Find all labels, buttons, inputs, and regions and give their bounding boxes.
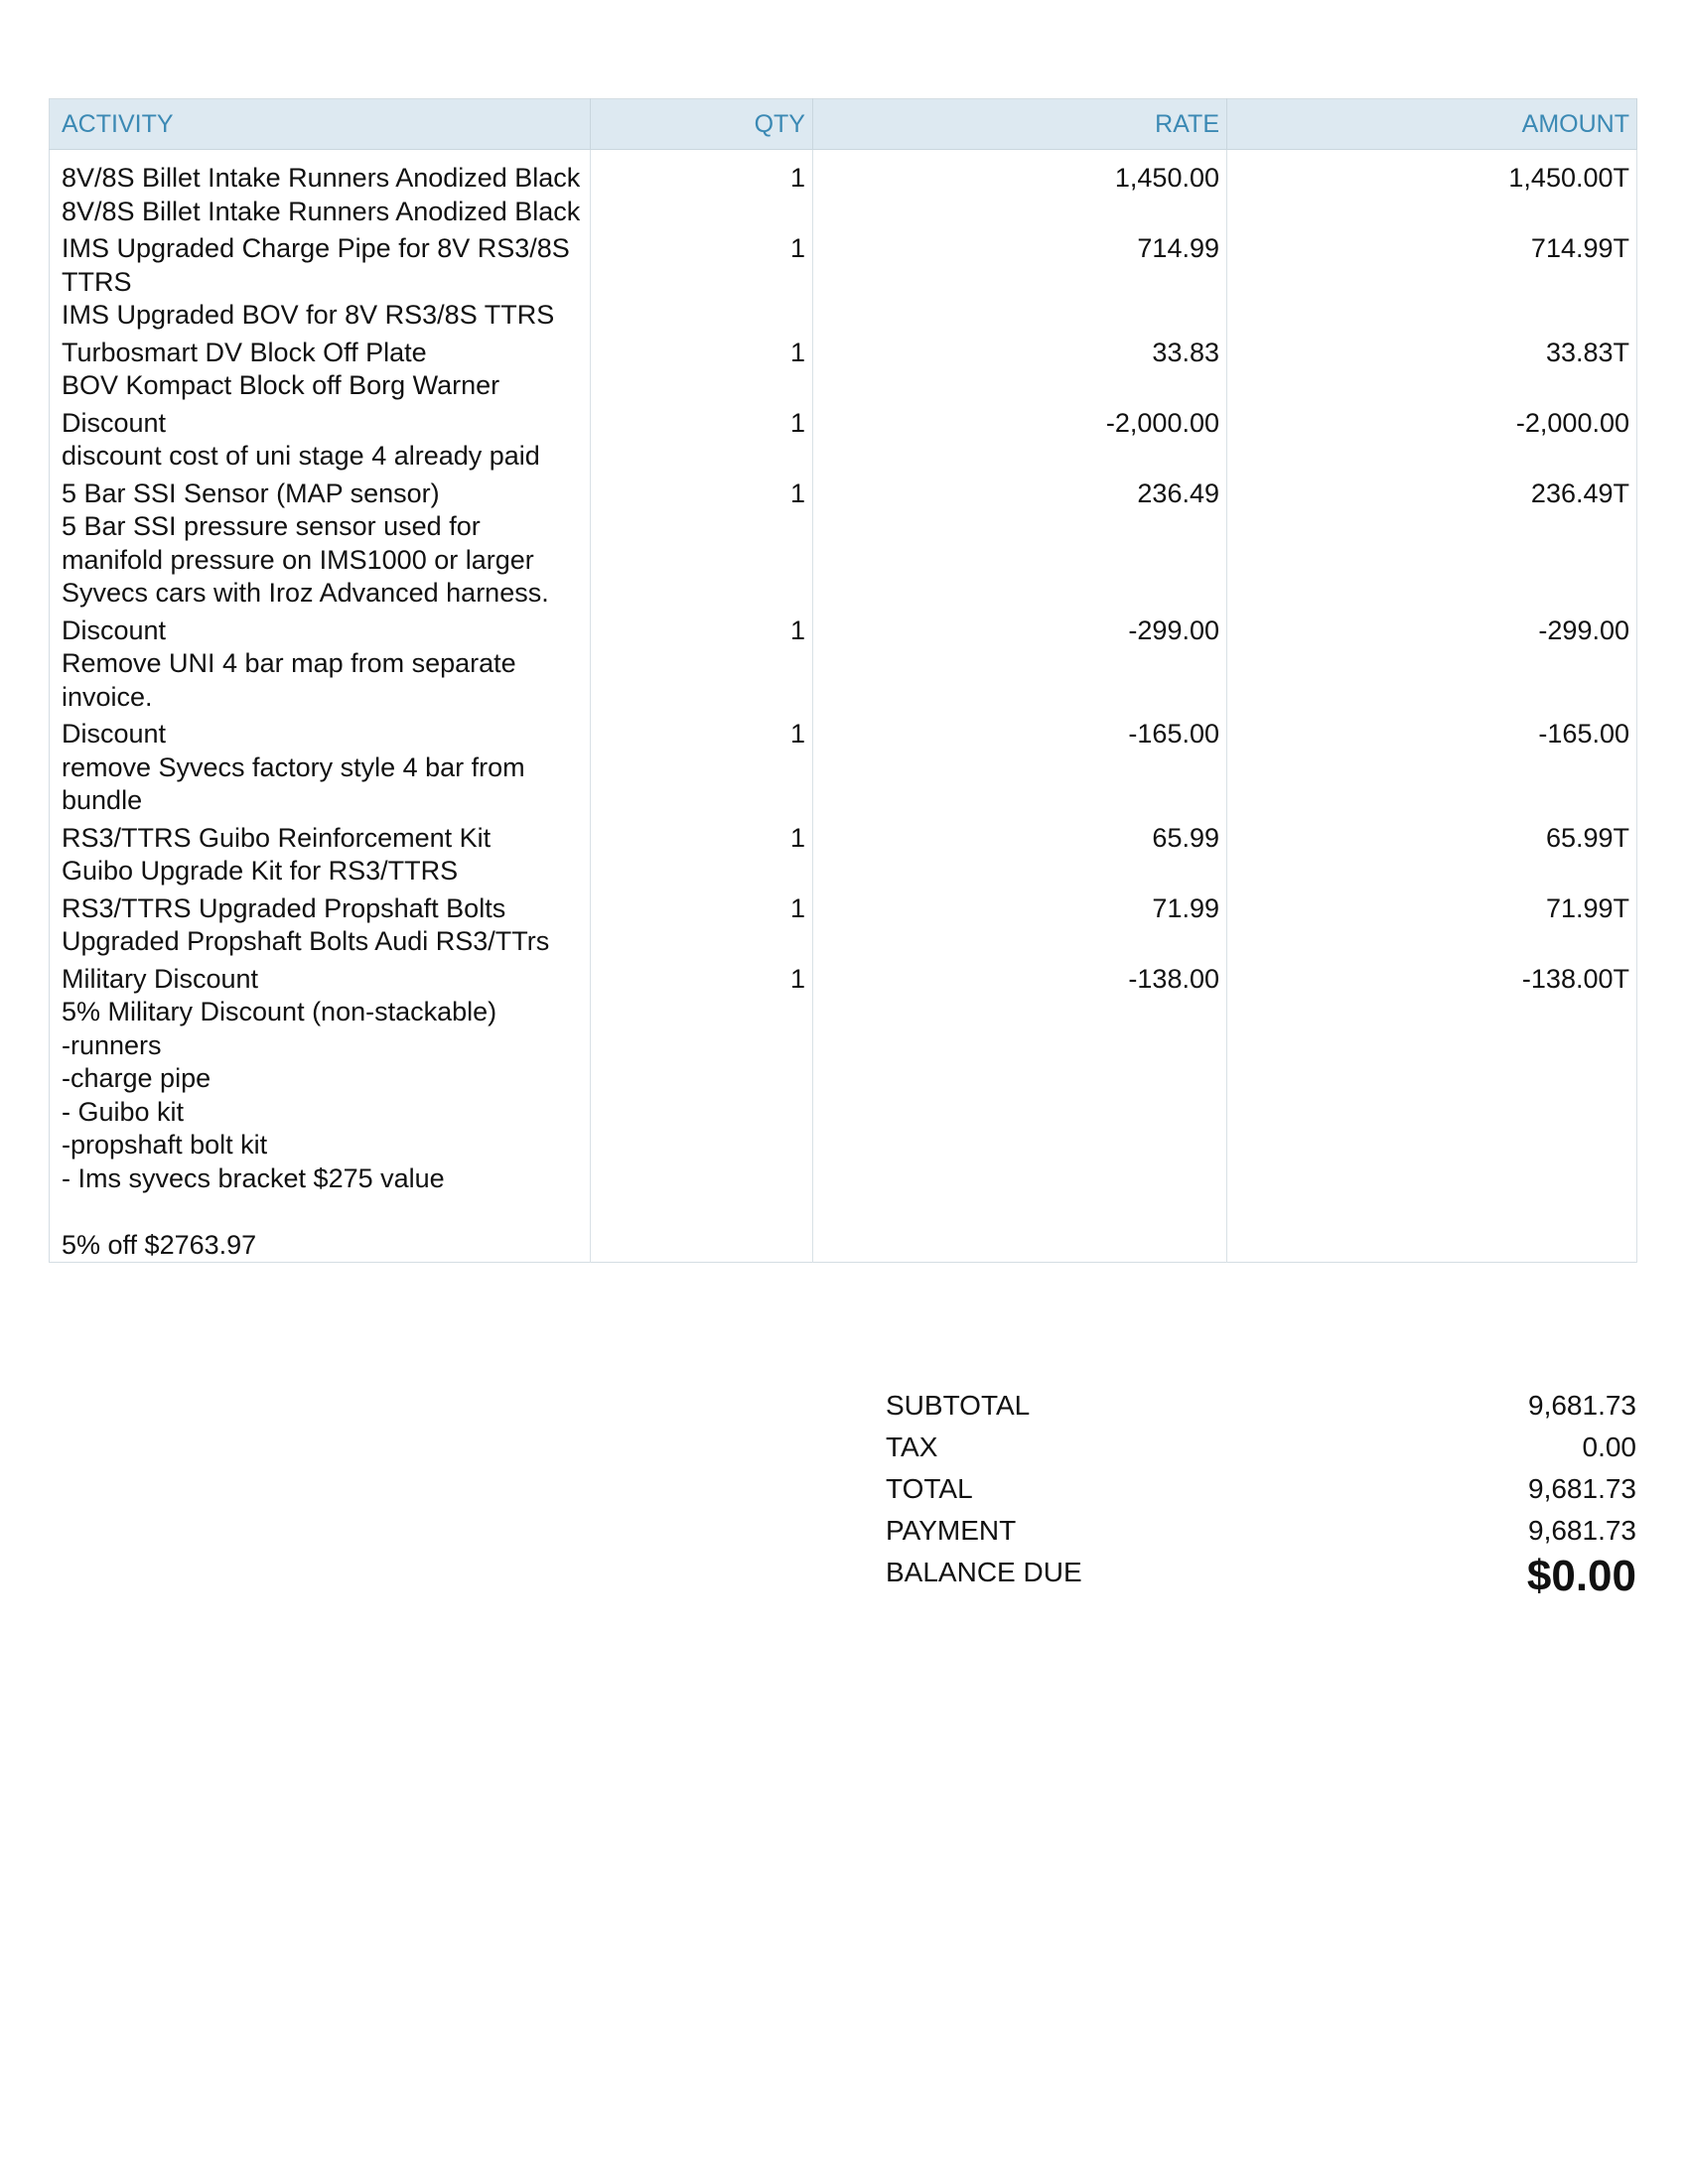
qty-cell: 1 — [591, 150, 813, 233]
rate-cell: 236.49 — [813, 478, 1227, 614]
item-description: 5% Military Discount (non-stackable) -runners -charge pipe - Guibo kit -propshaft bolt kit - Ims syvecs bracket $275 value 5% off $2763.97 — [62, 997, 497, 1260]
subtotal-value: 9,681.73 — [1528, 1390, 1636, 1421]
rate-column-header: RATE — [813, 99, 1227, 150]
balance-due-label: BALANCE DUE — [886, 1557, 1082, 1587]
amount-column-header: AMOUNT — [1227, 99, 1637, 150]
item-description: 5 Bar SSI pressure sensor used for manifold pressure on IMS1000 or larger Syvecs cars with Iroz Advanced harness. — [62, 511, 549, 608]
payment-value: 9,681.73 — [1528, 1515, 1636, 1546]
item-description: BOV Kompact Block off Borg Warner — [62, 370, 500, 400]
item-name: Discount — [62, 614, 167, 645]
item-description: Remove UNI 4 bar map from separate invoice. — [62, 648, 516, 712]
qty-cell: 1 — [591, 718, 813, 822]
item-description: remove Syvecs factory style 4 bar from bundle — [62, 751, 525, 815]
amount-cell: 236.49T — [1227, 478, 1637, 614]
subtotal-label: SUBTOTAL — [886, 1390, 1031, 1421]
amount-cell: -165.00 — [1227, 718, 1637, 822]
table-row — [50, 718, 1637, 822]
subtotal-row — [886, 1385, 1636, 1427]
qty-cell: 1 — [591, 232, 813, 337]
qty-cell: 1 — [591, 478, 813, 614]
activity-cell — [50, 614, 591, 719]
item-name: RS3/TTRS Upgraded Propshaft Bolts — [62, 892, 506, 923]
item-description: 8V/8S Billet Intake Runners Anodized Black — [62, 196, 581, 226]
balance-due-row — [886, 1552, 1636, 1611]
qty-cell: 1 — [591, 337, 813, 407]
item-name: RS3/TTRS Guibo Reinforcement Kit — [62, 822, 492, 853]
qty-cell: 1 — [591, 963, 813, 1263]
qty-cell: 1 — [591, 822, 813, 892]
activity-cell — [50, 150, 591, 233]
item-name: Military Discount — [62, 963, 259, 994]
qty-cell: 1 — [591, 892, 813, 963]
table-header-row — [50, 99, 1637, 150]
qty-column-header: QTY — [591, 99, 813, 150]
item-name: Discount — [62, 719, 167, 749]
table-row — [50, 337, 1637, 407]
activity-cell — [50, 478, 591, 614]
table-row — [50, 407, 1637, 478]
table-row — [50, 963, 1637, 1263]
payment-label: PAYMENT — [886, 1515, 1017, 1546]
item-name: 8V/8S Billet Intake Runners Anodized Black — [62, 163, 581, 193]
rate-cell: 1,450.00 — [813, 150, 1227, 233]
item-description: Upgraded Propshaft Bolts Audi RS3/TTrs — [62, 926, 550, 956]
amount-cell: 71.99T — [1227, 892, 1637, 963]
rate-cell: 71.99 — [813, 892, 1227, 963]
item-name: Turbosmart DV Block Off Plate — [62, 337, 427, 367]
rate-cell: -138.00 — [813, 963, 1227, 1263]
activity-cell — [50, 337, 591, 407]
tax-row — [886, 1427, 1636, 1468]
item-name: IMS Upgraded Charge Pipe for 8V RS3/8S TTRS — [62, 233, 570, 297]
amount-cell: -138.00T — [1227, 963, 1637, 1263]
amount-cell: -299.00 — [1227, 614, 1637, 719]
activity-cell — [50, 963, 591, 1263]
table-row — [50, 150, 1637, 233]
amount-cell: 1,450.00T — [1227, 150, 1637, 233]
item-description: discount cost of uni stage 4 already paid — [62, 441, 540, 471]
activity-cell — [50, 822, 591, 892]
rate-cell: 33.83 — [813, 337, 1227, 407]
item-description: Guibo Upgrade Kit for RS3/TTRS — [62, 856, 459, 886]
rate-cell: -299.00 — [813, 614, 1227, 719]
table-row — [50, 614, 1637, 719]
total-value: 9,681.73 — [1528, 1473, 1636, 1504]
tax-label: TAX — [886, 1432, 938, 1462]
balance-due-value: $0.00 — [1526, 1552, 1636, 1600]
table-row — [50, 892, 1637, 963]
table-header — [50, 99, 1637, 150]
total-label: TOTAL — [886, 1473, 973, 1504]
rate-cell: 65.99 — [813, 822, 1227, 892]
item-description: IMS Upgraded BOV for 8V RS3/8S TTRS — [62, 300, 555, 330]
item-name: Discount — [62, 407, 167, 438]
rate-cell: -2,000.00 — [813, 407, 1227, 478]
activity-cell — [50, 232, 591, 337]
qty-cell: 1 — [591, 614, 813, 719]
payment-row — [886, 1510, 1636, 1552]
amount-cell: 714.99T — [1227, 232, 1637, 337]
table-row — [50, 232, 1637, 337]
activity-cell — [50, 407, 591, 478]
table-body — [50, 150, 1637, 1263]
activity-column-header: ACTIVITY — [50, 99, 591, 150]
table-row — [50, 822, 1637, 892]
tax-value: 0.00 — [1582, 1432, 1636, 1462]
amount-cell: 65.99T — [1227, 822, 1637, 892]
total-row — [886, 1468, 1636, 1510]
amount-cell: 33.83T — [1227, 337, 1637, 407]
activity-cell — [50, 892, 591, 963]
rate-cell: 714.99 — [813, 232, 1227, 337]
invoice-line-items-table — [49, 98, 1637, 1263]
amount-cell: -2,000.00 — [1227, 407, 1637, 478]
rate-cell: -165.00 — [813, 718, 1227, 822]
qty-cell: 1 — [591, 407, 813, 478]
activity-cell — [50, 718, 591, 822]
totals-summary — [886, 1385, 1636, 1611]
item-name: 5 Bar SSI Sensor (MAP sensor) — [62, 478, 440, 508]
table-row — [50, 478, 1637, 614]
